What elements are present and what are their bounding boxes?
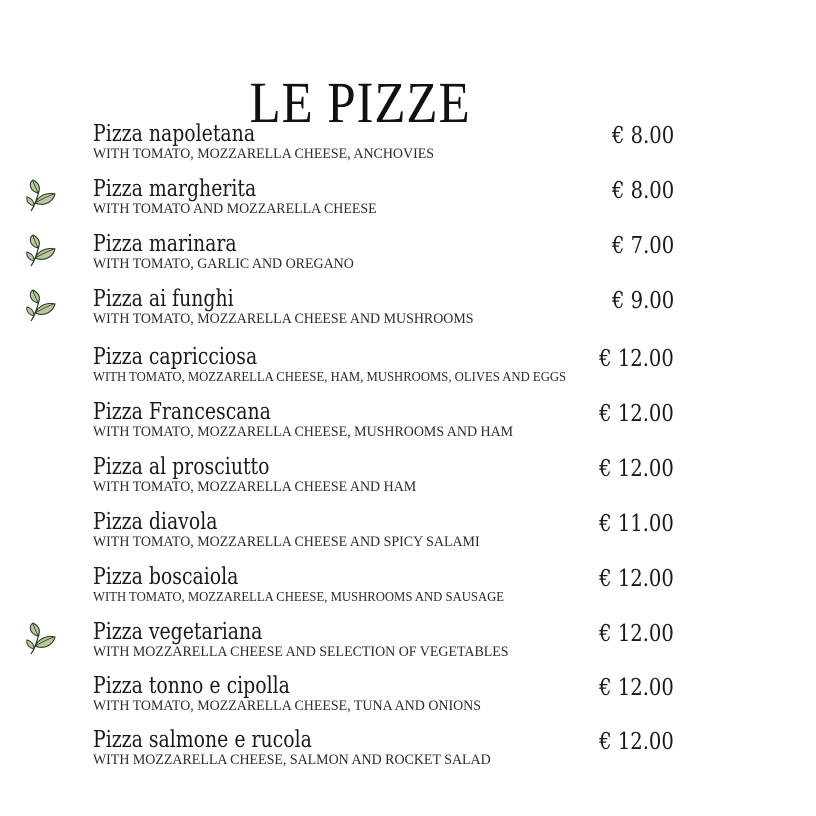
item-name: Pizza boscaiola bbox=[93, 564, 239, 590]
menu-item-vegetariana bbox=[0, 618, 816, 672]
item-name: Pizza diavola bbox=[93, 509, 218, 535]
menu-item-salmone-rucola bbox=[0, 726, 816, 780]
menu-item-marinara bbox=[0, 230, 816, 284]
item-name: Pizza margherita bbox=[93, 176, 257, 202]
basil-leaf-icon bbox=[22, 289, 58, 325]
item-name: Pizza Francescana bbox=[93, 399, 271, 425]
item-price: € 12.00 bbox=[599, 566, 674, 592]
item-description: WITH TOMATO, MOZZARELLA CHEESE, MUSHROOMS AND SAUSAGE bbox=[93, 589, 505, 604]
menu-item-diavola bbox=[0, 508, 816, 562]
item-name: Pizza salmone e rucola bbox=[93, 727, 312, 753]
item-description: WITH TOMATO, MOZZARELLA CHEESE AND SPICY SALAMI bbox=[93, 534, 480, 550]
item-name: Pizza tonno e cipolla bbox=[93, 673, 290, 699]
basil-leaf-icon bbox=[22, 179, 58, 215]
item-name: Pizza marinara bbox=[93, 231, 237, 257]
item-description: WITH TOMATO, MOZZARELLA CHEESE, ANCHOVIES bbox=[93, 146, 435, 162]
item-description: WITH TOMATO AND MOZZARELLA CHEESE bbox=[93, 201, 377, 217]
item-price: € 9.00 bbox=[611, 288, 674, 314]
menu-item-francescana bbox=[0, 398, 816, 452]
menu-item-napoletana bbox=[0, 120, 816, 174]
item-price: € 12.00 bbox=[599, 456, 674, 482]
menu-item-boscaiola bbox=[0, 563, 816, 617]
item-description: WITH TOMATO, MOZZARELLA CHEESE, HAM, MUSHROOMS, OLIVES AND EGGS bbox=[93, 369, 567, 384]
item-price: € 12.00 bbox=[599, 621, 674, 647]
item-price: € 7.00 bbox=[611, 233, 674, 259]
item-description: WITH MOZZARELLA CHEESE, SALMON AND ROCKET SALAD bbox=[93, 752, 491, 768]
item-name: Pizza ai funghi bbox=[93, 286, 234, 312]
menu-item-margherita bbox=[0, 175, 816, 229]
item-price: € 12.00 bbox=[599, 675, 674, 701]
menu-item-prosciutto bbox=[0, 453, 816, 507]
item-price: € 8.00 bbox=[611, 123, 674, 149]
menu-item-capricciosa bbox=[0, 343, 816, 397]
item-description: WITH TOMATO, GARLIC AND OREGANO bbox=[93, 256, 354, 272]
item-description: WITH TOMATO, MOZZARELLA CHEESE AND MUSHROOMS bbox=[93, 311, 474, 327]
item-price: € 12.00 bbox=[599, 346, 674, 372]
item-price: € 12.00 bbox=[599, 401, 674, 427]
page-title: LE PIZZE bbox=[249, 69, 471, 135]
item-description: WITH TOMATO, MOZZARELLA CHEESE AND HAM bbox=[93, 479, 417, 495]
menu-item-tonno-cipolla bbox=[0, 672, 816, 726]
item-name: Pizza napoletana bbox=[93, 121, 256, 147]
item-price: € 12.00 bbox=[599, 729, 674, 755]
item-description: WITH MOZZARELLA CHEESE AND SELECTION OF VEGETABLES bbox=[93, 644, 509, 660]
item-description: WITH TOMATO, MOZZARELLA CHEESE, TUNA AND ONIONS bbox=[93, 698, 482, 714]
item-description: WITH TOMATO, MOZZARELLA CHEESE, MUSHROOMS AND HAM bbox=[93, 424, 514, 440]
item-name: Pizza al prosciutto bbox=[93, 454, 270, 480]
item-price: € 8.00 bbox=[611, 178, 674, 204]
basil-leaf-icon bbox=[22, 234, 58, 270]
basil-leaf-icon bbox=[22, 622, 58, 658]
menu-item-funghi bbox=[0, 285, 816, 339]
item-name: Pizza capricciosa bbox=[93, 344, 258, 370]
item-name: Pizza vegetariana bbox=[93, 619, 263, 645]
item-price: € 11.00 bbox=[599, 511, 674, 537]
